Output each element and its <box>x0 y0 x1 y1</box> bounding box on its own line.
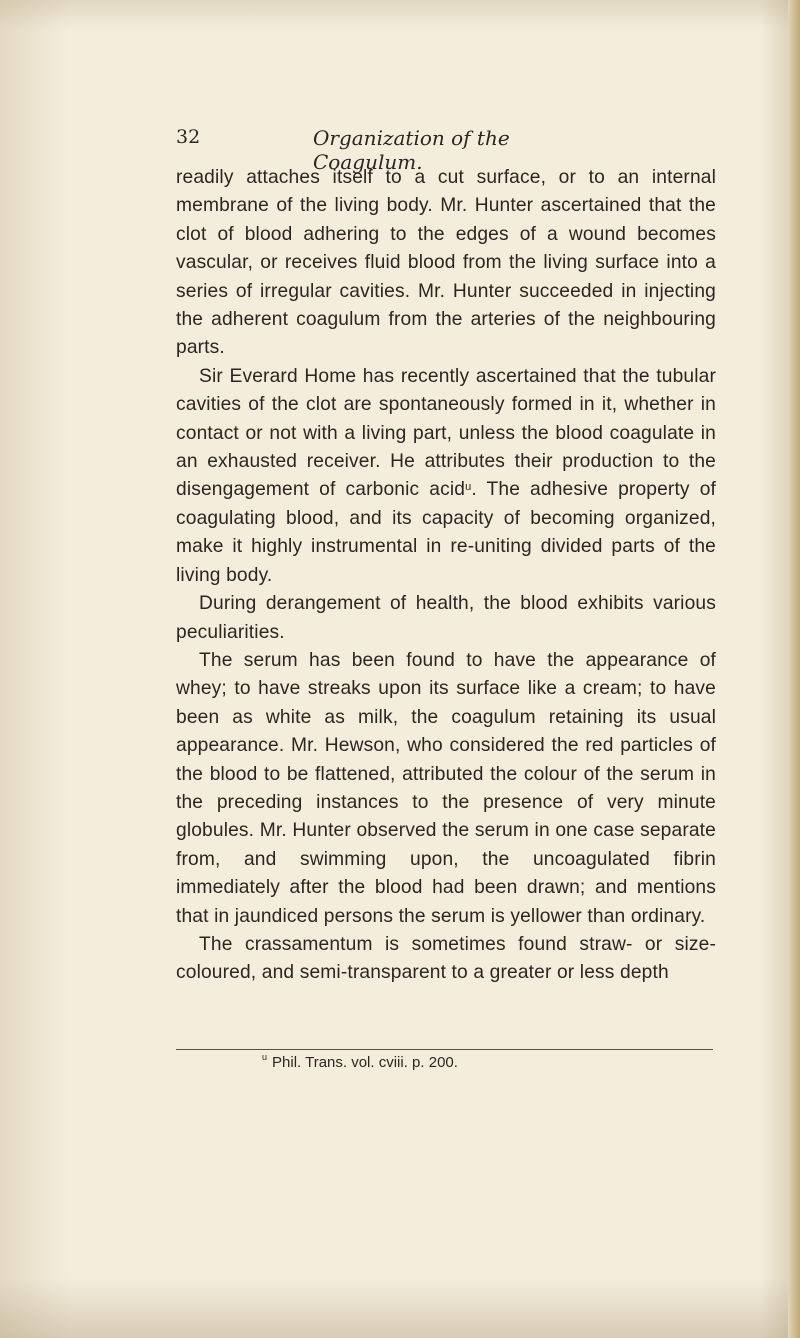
footnote-mark: u <box>262 1052 268 1062</box>
paragraph: During derangement of health, the blood exhibits various peculiarities. <box>176 593 716 643</box>
page-header <box>176 126 616 174</box>
paragraph-text: Sir Everard Home has recently ascertained that the tubular cavities of the clot are spontaneously formed in it, whether in contact or not with a living part, unless the blood coagulate in an exhausted receiver. He attributes their production to the disengagement of carbonic acid <box>176 365 716 501</box>
footnote <box>262 1054 458 1071</box>
paragraph <box>176 363 716 590</box>
paragraph: The crassamentum is sometimes found straw- or size-coloured, and semi-transparent to a greater or less depth <box>176 933 716 984</box>
body-text <box>176 164 716 988</box>
footnote-reference[interactable]: u <box>465 481 472 494</box>
running-title: Organization of the Coagulum. <box>313 126 510 174</box>
footnote-divider <box>176 1049 713 1050</box>
page-edge <box>788 0 800 1338</box>
paragraph: readily attaches itself to a cut surface, or to an internal membrane of the living body. Mr. Hunter ascertained that the clot of blood adhering to the edges of a wound becomes vascular, or receives fluid blood from the living surface into a series of irregular cavities. Mr. Hunter succeeded in injecting the adherent coagulum from the arteries of the neighbouring parts. <box>176 167 716 359</box>
paragraph-text: . The adhesive property of coagulating blood, and its capacity of becoming organized, make it highly instrumental in re-uniting divided parts of the living body. <box>176 479 717 586</box>
page-number: 32 <box>176 126 201 148</box>
footnote-text: Phil. Trans. vol. cviii. p. 200. <box>272 1054 458 1071</box>
paragraph: The serum has been found to have the appearance of whey; to have streaks upon its surface like a cream; to have been as white as milk, the coagulum retaining its usual appearance. Mr. Hewson, who considered the red particles of the blood to be flattened, attributed the colour of the serum in the preceding instances to the presence of very minute globules. Mr. Hunter observed the serum in one case separate from, and swimming upon, the uncoagulated fibrin immediately after the blood had been drawn; and mentions that in jaundiced persons the serum is yellower than ordinary. <box>176 649 716 927</box>
